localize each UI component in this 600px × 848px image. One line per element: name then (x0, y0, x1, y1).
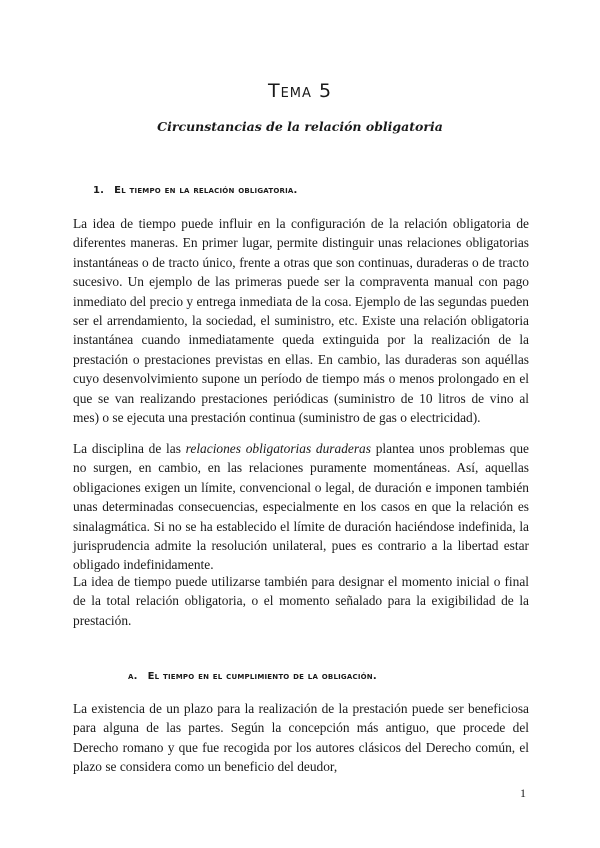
subsection-number: a. (128, 671, 138, 682)
page-title: Tema 5 (267, 80, 333, 102)
section-number: 1. (93, 185, 105, 196)
paragraph: La idea de tiempo puede utilizarse también para designar el momento inicial o final de la total relación obligatoria, o el momento señalado para la exigibilidad de la prestación. (73, 574, 529, 628)
subsection-heading-text: El tiempo en el cumplimiento de la obligación. (147, 671, 377, 682)
paragraph-italic-text: relaciones obligatorias duraderas (185, 441, 371, 456)
paragraph (73, 439, 529, 575)
subsection-heading (128, 671, 377, 682)
page-subtitle: Circunstancias de la relación obligatoria (157, 119, 443, 134)
paragraph: La idea de tiempo puede influir en la configuración de la relación obligatoria de diferentes maneras. En primer lugar, permite distinguir unas relaciones obligatorias instantáneas o de tracto único, frente a otras que son continuas, duraderas o de tracto sucesivo. Un ejemplo de las primeras puede ser la compraventa manual con pago inmediato del precio y entrega inmediata de la cosa. Ejemplo de las segundas pueden ser el arrendamiento, la sociedad, el suministro, etc. Existe una relación obligatoria instantánea cuando inmediatamente queda extinguida por la realización de la prestación o prestaciones previstas en ellas. En cambio, las duraderas son aquéllas cuyo desenvolvimiento supone un período de tiempo más o menos prolongado en el que se van realizando prestaciones periódicas (suministro de 10 litros de vino al mes) o se ejecuta una prestación continua (suministro de gas o electricidad). (73, 216, 529, 426)
paragraph: La existencia de un plazo para la realización de la prestación puede ser beneficiosa para alguna de las partes. Según la concepción más antiguo, que procede del Derecho romano y que fue recogida por los autores clásicos del Derecho común, el plazo se considera como un beneficio del deudor, (73, 701, 529, 775)
paragraph-text: La disciplina de las (73, 441, 186, 456)
section-heading (93, 185, 298, 196)
paragraph-text: plantea unos problemas que no surgen, en cambio, en las relaciones puramente momentáneas. Así, aquellas obligaciones exigen un límite, convencional o legal, de duración e imponen también unas determinadas consecuencias, especialmente en los casos en que la relación es sinalagmática. Si no se ha establecido el límite de duración haciéndose indefinida, la jurisprudencia admite la resolución unilateral, pues es contrario a la libertad estar obligado indefinidamente. (73, 441, 529, 573)
page-number: 1 (520, 786, 526, 800)
section-heading-text: El tiempo en la relación obligatoria. (114, 185, 298, 196)
